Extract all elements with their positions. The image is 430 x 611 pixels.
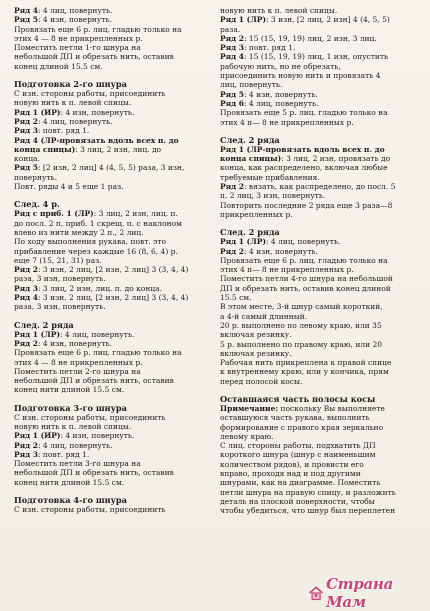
text-line bbox=[14, 284, 210, 293]
text-line bbox=[220, 163, 420, 172]
section-heading: След. 2 ряда bbox=[220, 134, 280, 145]
paragraph bbox=[220, 6, 420, 127]
text-line bbox=[14, 431, 210, 440]
text-run: : 3 лиц, 2 изн, лиц. до bbox=[75, 144, 162, 154]
left-column bbox=[14, 6, 210, 514]
text-run: новую нить к п. левой спицы. bbox=[14, 421, 132, 431]
text-line bbox=[220, 321, 420, 330]
text-line bbox=[14, 330, 210, 339]
bold-run: Ряд 3 bbox=[14, 449, 39, 459]
text-run: чтобы убедиться, что шнур был переплетен bbox=[220, 506, 396, 516]
bold-run: Примечание: bbox=[220, 403, 279, 413]
text-run: левому краю. bbox=[220, 431, 274, 441]
text-line bbox=[14, 247, 210, 256]
bold-run: Ряд 3 bbox=[14, 283, 39, 293]
text-line bbox=[14, 422, 210, 431]
text-line bbox=[220, 173, 420, 182]
text-run: вправо, проходя над и под другими bbox=[220, 469, 361, 479]
text-line bbox=[220, 441, 420, 450]
bold-run: Ряд 1 (ИР) bbox=[14, 431, 61, 441]
text-line bbox=[220, 237, 420, 246]
right-column bbox=[220, 6, 420, 516]
text-run: В этом месте, 3-й шнур самый короткий, bbox=[220, 302, 383, 312]
text-run: : 4 лиц, повернуть. bbox=[266, 237, 341, 247]
section-heading: Подготовка 4-го шнура bbox=[14, 495, 127, 506]
text-run: Поместить петли 4-го шнура на небольшой bbox=[220, 274, 393, 284]
paragraph bbox=[220, 404, 420, 516]
text-run: конец нити длиной 15.5 см. bbox=[14, 477, 125, 487]
text-run: : 4 лиц, повернуть. bbox=[38, 440, 113, 450]
section-heading: След. 2 ряда bbox=[220, 227, 280, 238]
text-line bbox=[14, 52, 210, 61]
bold-run: Ряд 4 bbox=[14, 293, 39, 303]
text-line bbox=[14, 6, 210, 15]
bold-run: Ряд 2 bbox=[220, 182, 245, 192]
text-line bbox=[220, 488, 420, 497]
text-run: Провязать еще 6 р. лиц. гладью только на bbox=[14, 348, 182, 358]
section-heading: След. 4 р. bbox=[14, 199, 60, 210]
text-line bbox=[220, 43, 420, 52]
text-line bbox=[220, 210, 420, 219]
bold-run: конца спицы) bbox=[220, 154, 282, 164]
text-line bbox=[14, 450, 210, 459]
section-gap bbox=[220, 386, 420, 394]
text-run: Провязать еще 6 р. лиц. гладью только на bbox=[220, 255, 388, 265]
text-run: раза, 3 изн, повернуть. bbox=[14, 302, 106, 312]
text-line bbox=[14, 136, 210, 145]
text-line bbox=[14, 108, 210, 117]
text-run: : повт. ряд 1. bbox=[38, 449, 90, 459]
bold-run: Ряд с приб. 1 (ЛР) bbox=[14, 209, 94, 219]
text-run: количеством рядов), и провисти его bbox=[220, 459, 364, 469]
section-gap bbox=[14, 395, 210, 403]
text-run: до посл. 2 п, приб. 1 скрещ. п. с наклоном bbox=[14, 218, 182, 228]
text-run: новую нить к п. левой спицы. bbox=[220, 6, 338, 15]
text-line bbox=[14, 228, 210, 237]
text-run: включая резинку. bbox=[220, 348, 292, 358]
text-line bbox=[220, 265, 420, 274]
text-line bbox=[14, 98, 210, 107]
text-run: этих 4 — 8 не прикрепленных р. bbox=[14, 33, 143, 43]
bold-run: Ряд 4 (ЛР-провязать вдоль всех п. до bbox=[14, 135, 179, 145]
text-run: конца, как распределено, включая любые bbox=[220, 163, 388, 173]
text-line bbox=[14, 25, 210, 34]
paragraph bbox=[14, 330, 210, 395]
text-line bbox=[220, 154, 420, 163]
text-line bbox=[14, 385, 210, 394]
text-line bbox=[14, 43, 210, 52]
text-line bbox=[14, 478, 210, 487]
text-line bbox=[220, 52, 420, 61]
text-line bbox=[220, 284, 420, 293]
bold-run: Ряд 1 (ЛР) bbox=[14, 329, 60, 339]
text-run: : повт. ряд 1. bbox=[244, 43, 296, 53]
text-line bbox=[220, 34, 420, 43]
text-line bbox=[220, 478, 420, 487]
text-run: поскольку Вы выполняете bbox=[278, 403, 385, 413]
text-run: а 4-й самый длинный. bbox=[220, 311, 308, 321]
text-run: : 3 лиц, 2 изн, лиц. п. bbox=[93, 209, 178, 219]
text-line bbox=[220, 432, 420, 441]
text-run: Провязать еще 5 р. лиц. гладью только на bbox=[220, 108, 388, 118]
text-line bbox=[14, 145, 210, 154]
text-line bbox=[220, 423, 420, 432]
text-run: этих 4 — 8 не прикрепленных р. bbox=[14, 357, 143, 367]
text-run: Поместить петли 3-го шнура на bbox=[14, 459, 141, 469]
text-run: требуемые прибавления. bbox=[220, 172, 320, 182]
text-line bbox=[14, 367, 210, 376]
text-line bbox=[14, 117, 210, 126]
text-run: По ходу выполнения рукава, повт. это bbox=[14, 237, 166, 247]
text-run: С изн. стороны работы, присоединить bbox=[14, 505, 166, 515]
text-line bbox=[220, 330, 420, 339]
text-run: петли шнура на правую спицу, и разложить bbox=[220, 487, 396, 497]
text-line bbox=[220, 340, 420, 349]
paragraph bbox=[220, 145, 420, 219]
site-logo[interactable] bbox=[308, 575, 426, 611]
text-line bbox=[14, 89, 210, 98]
bold-run: Ряд 3 bbox=[220, 43, 245, 53]
text-run: : 4 изн, повернуть. bbox=[60, 107, 135, 117]
text-run: : 4 изн, повернуть. bbox=[38, 338, 112, 348]
text-run: Повт. ряды 4 и 5 еще 1 раз. bbox=[14, 182, 124, 192]
text-run: : 3 лиц, 2 изн, лиц. п. до конца. bbox=[38, 283, 162, 293]
text-run: п, 2 лиц, 3 изн, повернуть. bbox=[220, 191, 326, 201]
text-run: : 4 лиц, повернуть. bbox=[38, 116, 113, 126]
bold-run: Ряд 4 bbox=[220, 52, 245, 62]
text-line bbox=[220, 506, 420, 515]
text-line bbox=[220, 182, 420, 191]
paragraph bbox=[14, 89, 210, 135]
text-run: этих 4 п— 8 не прикрепленных р. bbox=[220, 265, 354, 275]
text-line bbox=[220, 274, 420, 283]
text-line bbox=[14, 293, 210, 302]
text-run: небольшой ДП и обрезать нить, оставив bbox=[14, 52, 174, 62]
section-heading: Подготовка 2-го шнура bbox=[14, 79, 127, 90]
bold-run: Ряд 2 bbox=[14, 440, 39, 450]
text-line bbox=[220, 469, 420, 478]
text-run: : 3 изн, 2 лиц, [2 изн, 2 лиц] 3 (3, 4, 4) bbox=[38, 293, 189, 303]
text-run: Рабочая нить прикреплена к правой спице bbox=[220, 358, 392, 368]
text-run: конец нити длиной 15.5 см. bbox=[14, 385, 125, 395]
text-line bbox=[220, 62, 420, 71]
text-run: Поместить петли 1-го шнура на bbox=[14, 43, 141, 53]
text-line bbox=[14, 376, 210, 385]
text-run: деталь на плоской поверхности, чтобы bbox=[220, 496, 375, 506]
text-line bbox=[220, 302, 420, 311]
section-gap bbox=[220, 219, 420, 227]
text-run: 5 р. выполнено по правому краю, или 20 bbox=[220, 339, 383, 349]
text-run: : 4 лиц, повернуть. bbox=[38, 6, 113, 15]
bold-run: Ряд 6 bbox=[220, 98, 245, 108]
text-line bbox=[220, 358, 420, 367]
bold-run: Ряд 2 bbox=[220, 246, 245, 256]
text-line bbox=[14, 219, 210, 228]
text-line bbox=[220, 191, 420, 200]
section-heading: Оставшаяся часть полосы косы bbox=[220, 393, 376, 404]
text-run: : 15 (15, 19, 19) лиц, 2 изн, 3 лиц. bbox=[244, 33, 377, 43]
text-line bbox=[14, 237, 210, 246]
text-run: этих 4 п— 8 не прикрепленных р. bbox=[220, 117, 354, 127]
text-line bbox=[220, 377, 420, 386]
text-run: : 4 лиц, повернуть. bbox=[244, 98, 319, 108]
text-line bbox=[14, 154, 210, 163]
text-run: Поместить петли 2-го шнура на bbox=[14, 366, 141, 376]
text-line bbox=[14, 256, 210, 265]
section-gap bbox=[220, 127, 420, 135]
bold-run: Ряд 1 (ЛР) bbox=[220, 237, 266, 247]
text-run: 15.5 см. bbox=[220, 293, 252, 303]
text-line bbox=[220, 71, 420, 80]
text-run: ДП и обрезать нить, оставив конец длиной bbox=[220, 283, 391, 293]
text-run: лиц, повернуть. bbox=[220, 80, 283, 90]
section-gap bbox=[14, 487, 210, 495]
text-line bbox=[220, 99, 420, 108]
text-run: конец длиной 15.5 см. bbox=[14, 61, 103, 71]
bold-run: конца спицы) bbox=[14, 144, 76, 154]
text-line bbox=[220, 256, 420, 265]
text-line bbox=[220, 25, 420, 34]
paragraph bbox=[220, 237, 420, 386]
text-line bbox=[14, 459, 210, 468]
text-line bbox=[220, 201, 420, 210]
text-line bbox=[220, 460, 420, 469]
bold-run: Ряд 4 bbox=[14, 6, 39, 15]
bold-run: Ряд 5 bbox=[14, 163, 39, 173]
text-run: : 4 изн, повернуть. bbox=[244, 89, 318, 99]
bold-run: Ряд 2 bbox=[14, 265, 39, 275]
text-line bbox=[220, 293, 420, 302]
text-line bbox=[14, 182, 210, 191]
text-line bbox=[14, 34, 210, 43]
text-line bbox=[220, 413, 420, 422]
section-gap bbox=[14, 71, 210, 79]
text-run: влево из нити между 2 п., 2 лиц. bbox=[14, 227, 144, 237]
text-run: шнурами, как на диаграмме. Поместить bbox=[220, 478, 381, 488]
text-run: : 15 (15, 19, 19) лиц, 1 изн, опустить bbox=[244, 52, 389, 62]
text-line bbox=[220, 247, 420, 256]
bold-run: Ряд 2 bbox=[220, 33, 245, 43]
section-gap bbox=[14, 312, 210, 320]
text-line bbox=[220, 450, 420, 459]
section-heading: Подготовка 3-го шнура bbox=[14, 402, 127, 413]
text-line bbox=[220, 145, 420, 154]
text-run: небольшой ДП и обрезать нить, оставив bbox=[14, 468, 174, 478]
text-run: присоединить новую нить и провязать 4 bbox=[220, 71, 381, 81]
bold-run: Ряд 1 (ЛР-провязать вдоль всех п. до bbox=[220, 144, 385, 154]
house-icon bbox=[308, 584, 324, 602]
text-run: С изн. стороны работы, присоединить bbox=[14, 89, 166, 99]
text-run: : вязать, как распределено, до посл. 5 bbox=[244, 182, 396, 192]
text-line bbox=[14, 209, 210, 218]
text-line bbox=[14, 441, 210, 450]
text-run: рабочую нить, но не обрезать, bbox=[220, 61, 341, 71]
text-run: Повторить последние 2 ряда еще 3 раза—8 bbox=[220, 200, 393, 210]
text-run: : 4 лиц, повернуть. bbox=[60, 329, 135, 339]
text-line bbox=[220, 367, 420, 376]
text-run: небольшой ДП и обрезать нить, оставив bbox=[14, 376, 174, 386]
text-line bbox=[14, 173, 210, 182]
text-run: : 4 изн, повернуть. bbox=[60, 431, 135, 441]
text-line bbox=[14, 505, 210, 514]
text-line bbox=[220, 6, 420, 15]
text-run: : 4 изн, повернуть. bbox=[38, 15, 112, 25]
text-run: оставшуюся часть рукава, выполнить bbox=[220, 413, 370, 423]
text-run: новую нить к п. левой спицы. bbox=[14, 98, 132, 108]
text-line bbox=[14, 15, 210, 24]
text-run: : 4 изн, повернуть. bbox=[244, 246, 318, 256]
text-run: конца. bbox=[14, 154, 40, 164]
text-run: С изн. стороны работы, присоединить bbox=[14, 412, 166, 422]
text-run: 20 р. выполнено по левому краю, или 35 bbox=[220, 320, 382, 330]
bold-run: Ряд 2 bbox=[14, 116, 39, 126]
text-run: перед полосой косы. bbox=[220, 376, 303, 386]
text-run: формирование с правого края зеркально bbox=[220, 422, 384, 432]
bold-run: Ряд 5 bbox=[14, 15, 39, 25]
text-line bbox=[220, 15, 420, 24]
text-line bbox=[220, 118, 420, 127]
text-run: раза, 3 изн, повернуть. bbox=[14, 274, 106, 284]
paragraph bbox=[14, 136, 210, 192]
text-run: : повт. ряд 1. bbox=[38, 126, 90, 136]
text-line bbox=[220, 312, 420, 321]
text-line bbox=[220, 497, 420, 506]
text-run: включая резинку. bbox=[220, 330, 292, 340]
text-line bbox=[220, 349, 420, 358]
section-gap bbox=[14, 191, 210, 199]
paragraph bbox=[14, 505, 210, 514]
text-line bbox=[14, 358, 210, 367]
logo-text: Страна Мам bbox=[326, 575, 393, 611]
text-line bbox=[220, 90, 420, 99]
bold-run: Ряд 2 bbox=[14, 338, 39, 348]
text-line bbox=[14, 413, 210, 422]
text-run: : 3 изн, [2 лиц, 2 изн] 4 (4, 5, 5) bbox=[266, 15, 390, 25]
paragraph bbox=[14, 209, 210, 311]
text-run: Провязать еще 6 р. лиц. гладью только на bbox=[14, 24, 182, 34]
text-run: раза. bbox=[220, 24, 241, 34]
text-line bbox=[14, 265, 210, 274]
text-run: С лиц. стороны работы, подхватить ДП bbox=[220, 441, 376, 451]
text-run: : 3 изн, 2 лиц, [2 изн, 2 лиц] 3 (3, 4, 4) bbox=[38, 265, 189, 275]
text-run: повернуть. bbox=[14, 172, 58, 182]
text-line bbox=[14, 274, 210, 283]
text-run: еще 7 (15, 21, 31) раз. bbox=[14, 255, 102, 265]
bold-run: Ряд 3 bbox=[14, 126, 39, 136]
bold-run: Ряд 1 (ИР) bbox=[14, 107, 61, 117]
text-run: короткого шнура (шнур с наименьшим bbox=[220, 450, 376, 460]
text-line bbox=[14, 163, 210, 172]
paragraph bbox=[14, 413, 210, 487]
paragraph bbox=[14, 6, 210, 71]
text-line bbox=[14, 126, 210, 135]
text-run: : [2 изн, 2 лиц] 4 (4, 5, 5) раза, 3 изн, bbox=[38, 163, 185, 173]
text-line bbox=[14, 302, 210, 311]
bold-run: Ряд 5 bbox=[220, 89, 245, 99]
text-line bbox=[220, 404, 420, 413]
section-heading: След. 2 ряда bbox=[14, 319, 74, 330]
text-run: к внутреннему краю, или у кончика, прям bbox=[220, 367, 389, 377]
bold-run: Ряд 1 (ЛР) bbox=[220, 15, 266, 25]
text-line bbox=[14, 468, 210, 477]
text-run: прибавление через каждые 16 (8, 6, 4) р. bbox=[14, 246, 178, 256]
text-line bbox=[220, 108, 420, 117]
text-run: : 3 лиц, 2 изн, провязать до bbox=[281, 154, 391, 164]
text-line bbox=[14, 348, 210, 357]
text-line bbox=[14, 62, 210, 71]
text-line bbox=[220, 80, 420, 89]
text-run: прикрепленных р. bbox=[220, 209, 293, 219]
text-line bbox=[14, 339, 210, 348]
